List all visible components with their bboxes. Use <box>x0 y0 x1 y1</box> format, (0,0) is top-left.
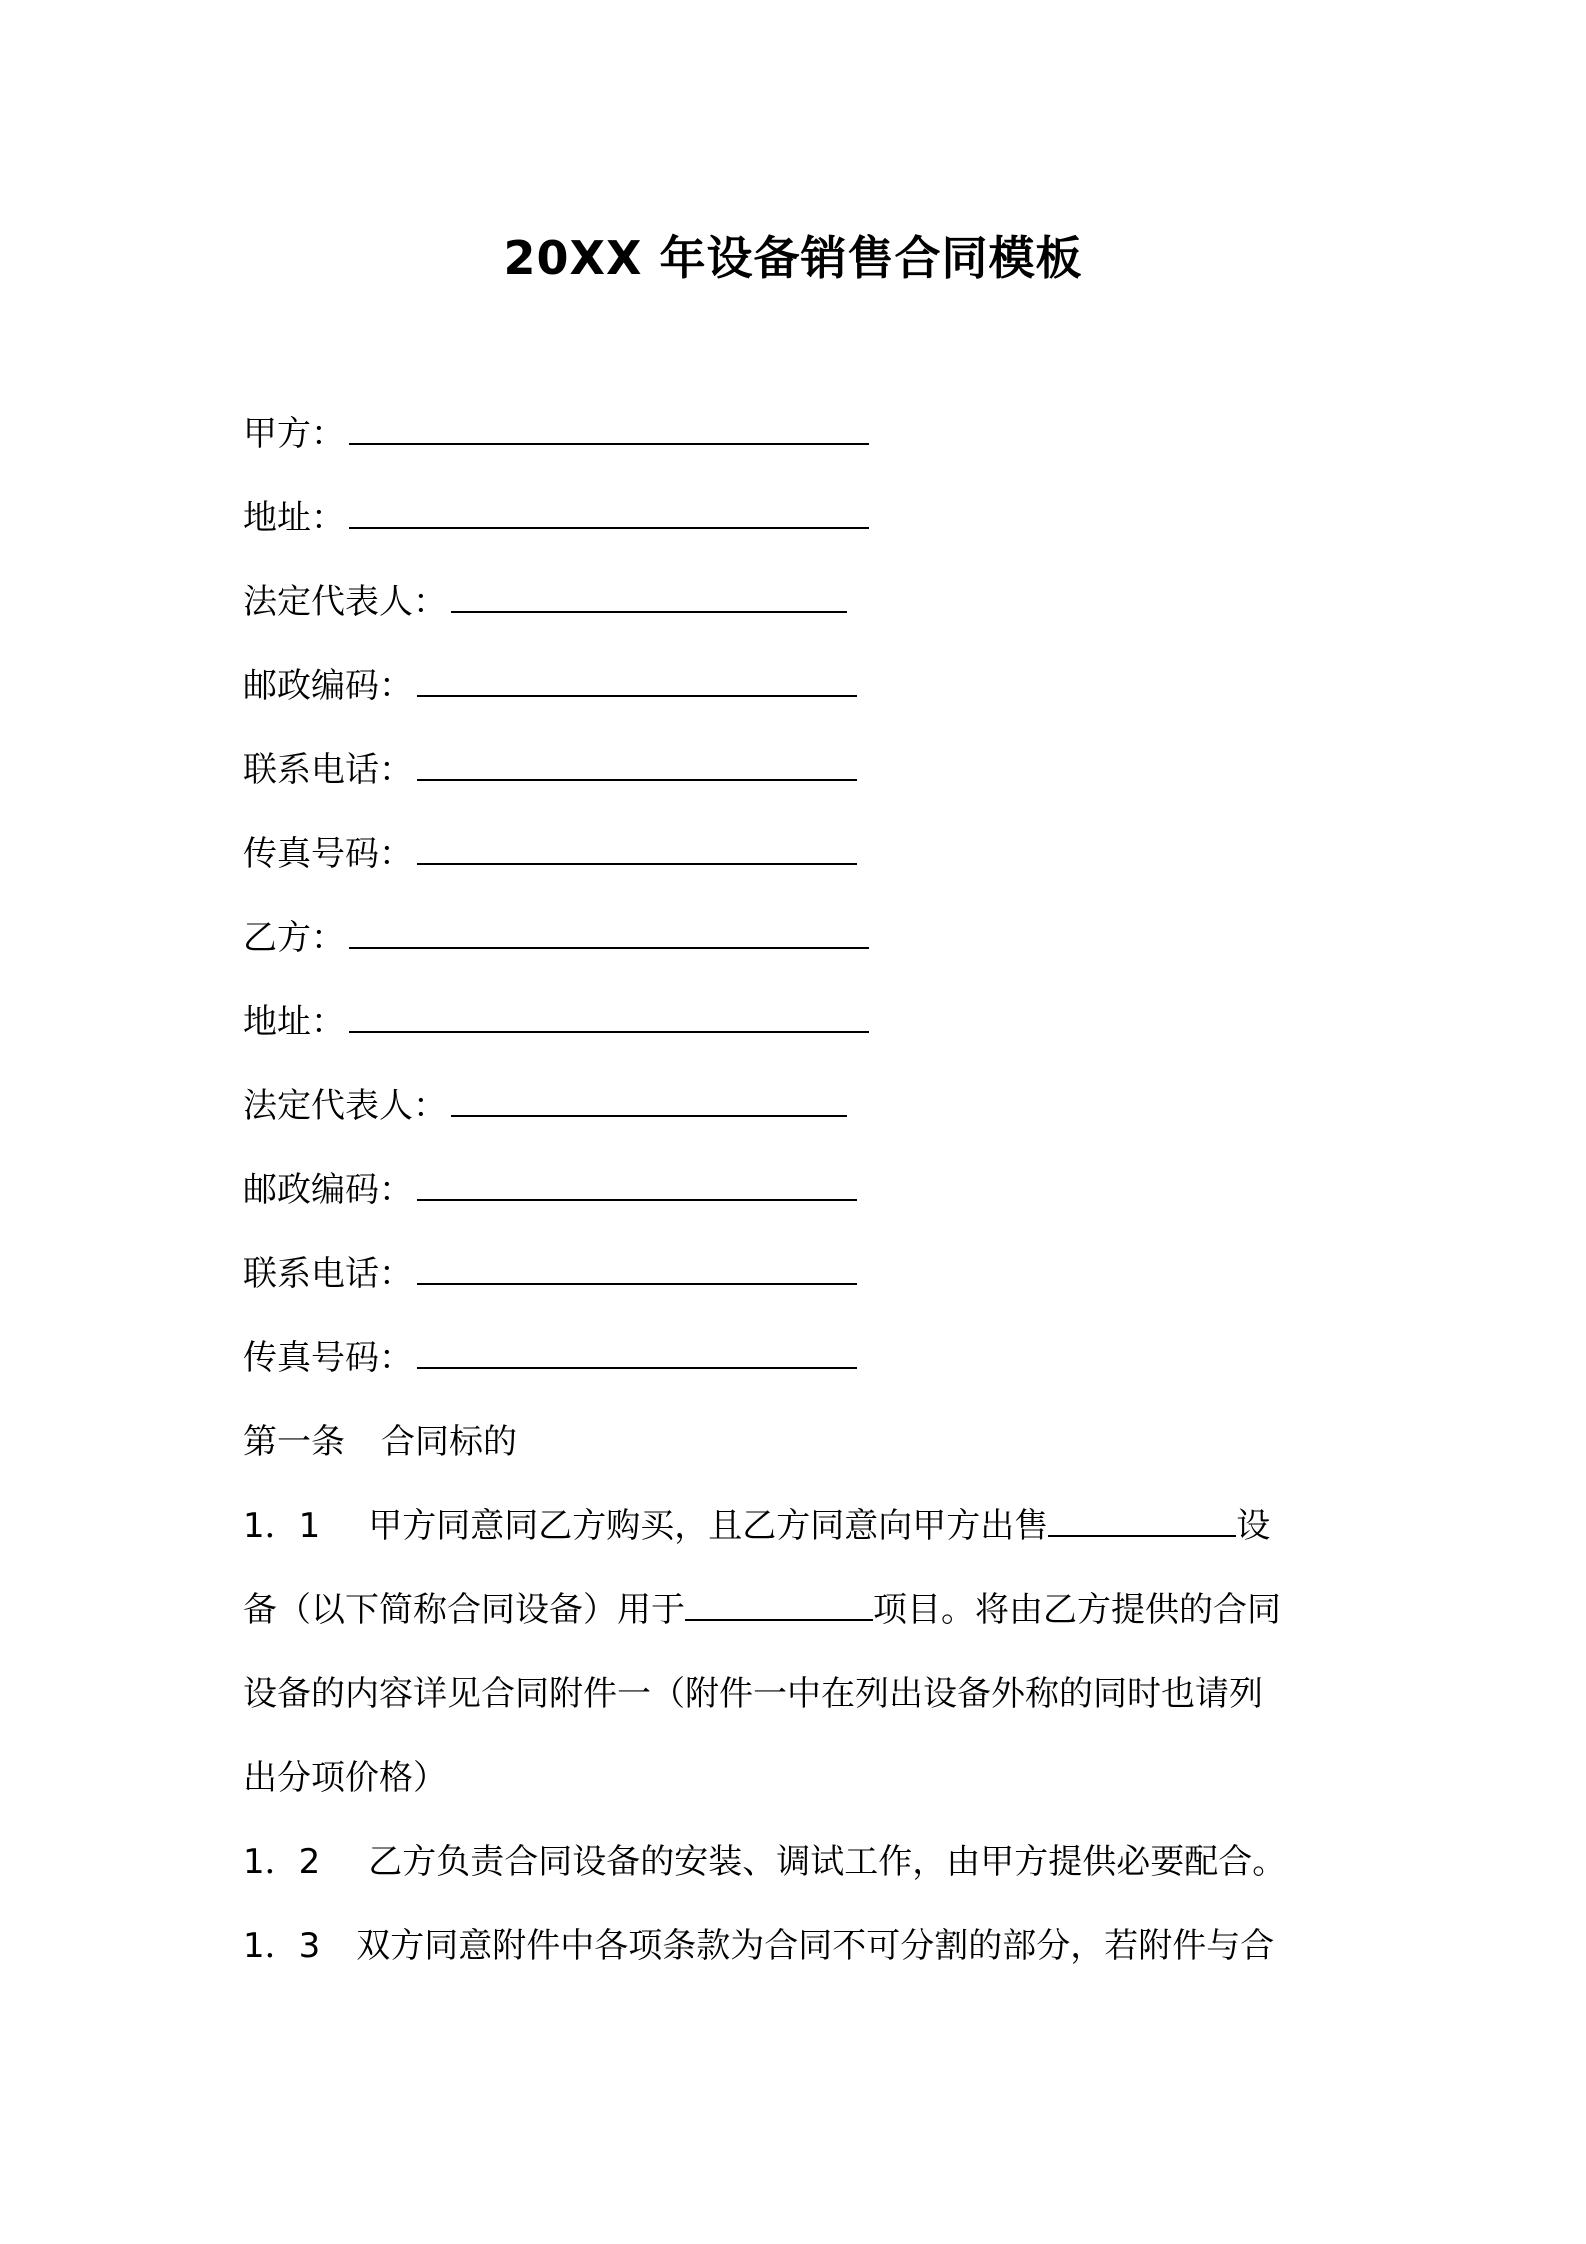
article-1-heading <box>243 1420 517 1464</box>
party-b-address-field <box>243 1000 869 1044</box>
field-label: 乙方： <box>243 918 345 958</box>
clause-text: 甲方同意同乙方购买，且乙方同意向甲方出售 <box>368 1506 1049 1546</box>
field-label: 甲方： <box>243 414 345 454</box>
clause-text: 乙方负责合同设备的安装、调试工作，由甲方提供必要配合。 <box>368 1842 1287 1882</box>
clause-1-1-line-3 <box>243 1652 1353 1736</box>
field-label: 地址： <box>243 498 345 538</box>
fill-blank <box>417 1337 857 1369</box>
fill-blank <box>685 1589 873 1621</box>
clause-text: 备（以下简称合同设备）用于 <box>243 1590 685 1630</box>
clause-1-1-line-2 <box>243 1568 1353 1652</box>
article-title: 合同标的 <box>381 1422 517 1462</box>
fill-blank <box>417 749 857 781</box>
party-b-fax-field <box>243 1336 857 1380</box>
party-b-legal-rep-field <box>243 1084 847 1128</box>
field-label: 地址： <box>243 1002 345 1042</box>
party-b-name-field <box>243 916 869 960</box>
clause-text: 双方同意附件中各项条款为合同不可分割的部分，若附件与合 <box>356 1926 1275 1966</box>
party-a-phone-field <box>243 748 857 792</box>
clause-text: 项目。将由乙方提供的合同 <box>873 1590 1281 1630</box>
party-b-phone-field <box>243 1252 857 1296</box>
clause-text: 出分项价格） <box>243 1758 447 1798</box>
clause-number: 1．3 <box>243 1926 321 1966</box>
fill-blank <box>451 581 847 613</box>
fill-blank <box>417 665 857 697</box>
field-label: 传真号码： <box>243 1338 413 1378</box>
fill-blank <box>349 1001 869 1033</box>
clause-1-3 <box>243 1904 1353 1988</box>
clause-text: 设备的内容详见合同附件一（附件一中在列出设备外称的同时也请列 <box>243 1674 1263 1714</box>
fill-blank <box>417 1169 857 1201</box>
party-a-address-field <box>243 496 869 540</box>
clause-number: 1．1 <box>243 1506 321 1546</box>
clause-1-1-line-1 <box>243 1484 1353 1568</box>
field-label: 邮政编码： <box>243 666 413 706</box>
clause-text: 设 <box>1236 1506 1271 1546</box>
party-a-fax-field <box>243 832 857 876</box>
party-a-postal-code-field <box>243 664 857 708</box>
field-label: 传真号码： <box>243 834 413 874</box>
fill-blank <box>417 833 857 865</box>
fill-blank <box>349 917 869 949</box>
clause-1-1-line-4 <box>243 1736 1353 1820</box>
fill-blank <box>417 1253 857 1285</box>
fill-blank <box>451 1085 847 1117</box>
document-title: 20XX 年设备销售合同模板 <box>503 231 1083 285</box>
clause-1-2 <box>243 1820 1353 1904</box>
field-label: 法定代表人： <box>243 582 447 622</box>
field-label: 法定代表人： <box>243 1086 447 1126</box>
fill-blank <box>1048 1505 1236 1537</box>
fill-blank <box>349 413 869 445</box>
field-label: 联系电话： <box>243 750 413 790</box>
party-a-name-field <box>243 412 869 456</box>
fill-blank <box>349 497 869 529</box>
field-label: 邮政编码： <box>243 1170 413 1210</box>
party-a-legal-rep-field <box>243 580 847 624</box>
article-number: 第一条 <box>243 1422 345 1462</box>
party-b-postal-code-field <box>243 1168 857 1212</box>
field-label: 联系电话： <box>243 1254 413 1294</box>
clause-number: 1．2 <box>243 1842 321 1882</box>
